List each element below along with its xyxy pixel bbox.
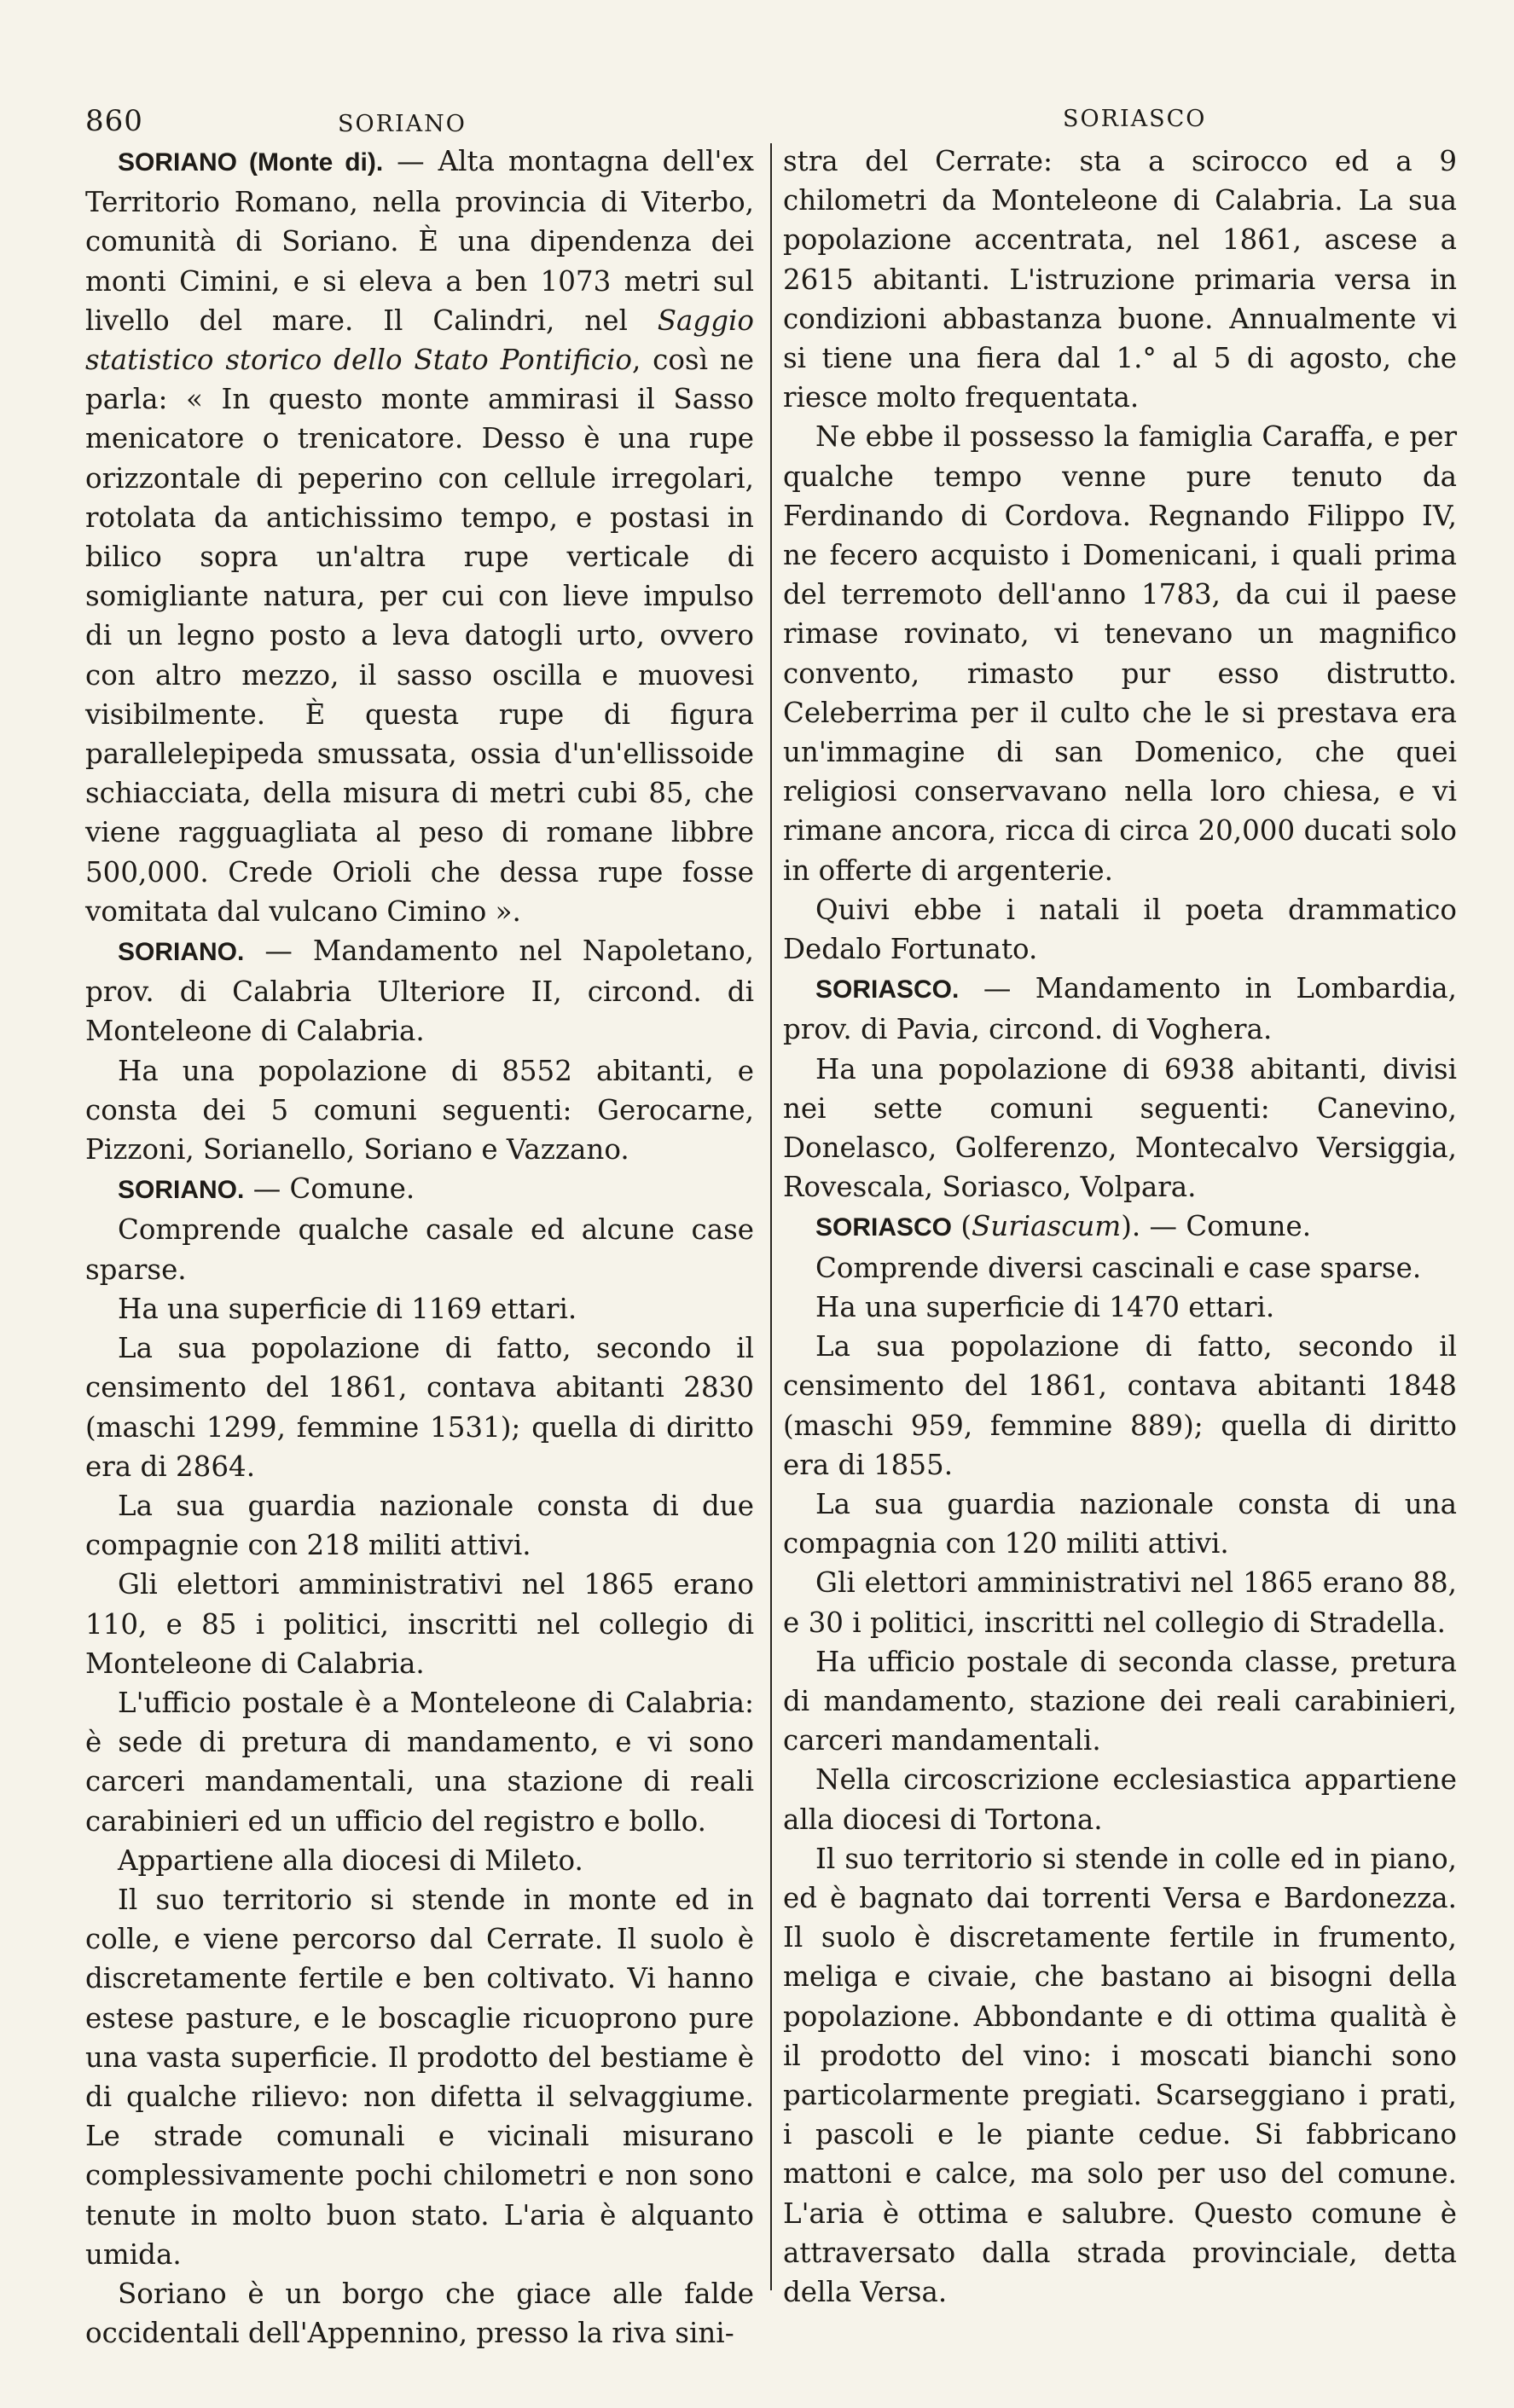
right-column	[783, 142, 1457, 2312]
paragraph: Soriano è un borgo che giace alle falde occidentali dell'Appennino, presso la riva sini-	[85, 2277, 754, 2350]
paragraph: Comprende qualche casale ed alcune case sparse.	[85, 1213, 754, 1286]
paragraph: La sua guardia nazionale consta di una compagnia con 120 militi attivi.	[783, 1487, 1457, 1560]
paragraph: Comprende diversi cascinali e case sparse.	[815, 1251, 1422, 1284]
paragraph: L'ufficio postale è a Monteleone di Calabria: è sede di pretura di mandamento, e vi sono carceri mandamentali, una stazione di reali carabinieri ed un ufficio del registro e bollo.	[85, 1686, 754, 1838]
paragraph: Ha ufficio postale di seconda classe, pretura di mandamento, stazione dei reali carabinieri, carceri mandamentali.	[783, 1645, 1457, 1757]
paragraph: Ha una superficie di 1169 ettari.	[118, 1292, 577, 1325]
paragraph-continued: stra del Cerrate: sta a scirocco ed a 9 chilometri da Monteleone di Calabria. La sua popolazione accentrata, nel 1861, ascese a 2615 abitanti. L'istruzione primaria versa in condizioni abbastanza buone. Annualmente vi si tiene una fiera dal 1.° al 5 di agosto, che riesce molto frequentata.	[783, 145, 1457, 414]
entry-text: — Comune.	[244, 1172, 415, 1206]
paragraph: Ha una superficie di 1470 ettari.	[815, 1290, 1275, 1323]
headword: SORIASCO.	[815, 975, 960, 1004]
paragraph: Gli elettori amministrativi nel 1865 erano 88, e 30 i politici, inscritti nel collegio di Stradella.	[783, 1566, 1457, 1639]
headword: SORIANO.	[118, 938, 245, 967]
paragraph: Il suo territorio si stende in colle ed in piano, ed è bagnato dai torrenti Versa e Bardonezza. Il suolo è discretamente fertile in frumento, meliga e civaie, che bastano ai bisogni della popolazione. Abbondante e di ottima qualità è il prodotto del vino: i moscati bianchi sono particolarmente pregiati. Scarseggiano i prati, i pascoli e le piante cedue. Si fabbricano mattoni e calce, ma solo per uso del comune. L'aria è ottima e salubre. Questo comune è attraversato dalla strada provinciale, detta della Versa.	[783, 1842, 1457, 2308]
entry-text: — Comune.	[1140, 1210, 1312, 1243]
entry-text: — Mandamento in Lombardia, prov. di Pavia, circond. di Voghera.	[783, 972, 1457, 1046]
book-title: Saggio statistico storico dello Stato Pontificio	[85, 304, 754, 377]
entry-text: , così ne parla: « In questo monte ammirasi il Sasso menicatore o trenicatore. Desso è una rupe orizzontale di peperino con cellule irregolari, rotolata da antichissimo tempo, e postasi in bilico sopra un'altra rupe verticale di somigliante natura, per cui con lieve impulso di un legno posto a leva datogli urto, ovvero con altro mezzo, il sasso oscilla e muovesi visibilmente. È questa rupe di figura parallelepipeda smussata, ossia d'un'ellissoide schiacciata, della misura di metri cubi 85, che viene ragguagliata al peso di romane libbre 500,000. Crede Orioli che dessa rupe fosse vomitata dal vulcano Cimino ».	[85, 344, 754, 928]
headword: SORIANO (Monte di).	[118, 148, 384, 177]
entry-soriasco-mandamento	[783, 969, 1457, 1049]
paragraph: Ha una popolazione di 6938 abitanti, divisi nei sette comuni seguenti: Canevino, Donelasco, Golferenzo, Montecalvo Versiggia, Rovescala, Soriasco, Volpara.	[783, 1052, 1457, 1204]
entry-soriasco-comune: SORIASCO (Suriascum). — Comune.	[815, 1210, 1312, 1243]
paragraph: La sua popolazione di fatto, secondo il censimento del 1861, contava abitanti 1848 (maschi 959, femmine 889); quella di diritto era di 1855.	[783, 1330, 1457, 1481]
paragraph: La sua guardia nazionale consta di due compagnie con 218 militi attivi.	[85, 1489, 754, 1562]
paragraph: Ne ebbe il possesso la famiglia Caraffa, e per qualche tempo venne pure tenuto da Ferdinando di Cordova. Regnando Filippo IV, ne fecero acquisto i Domenicani, i quali prima del terremoto dell'anno 1783, da cui il paese rimase rovinato, vi tenevano un magnifico convento, rimasto pur esso distrutto. Celeberrima per il culto che le si prestava era un'immagine di san Domenico, che quei religiosi conservavano nella loro chiesa, e vi rimane ancora, ricca di circa 20,000 ducati solo in offerte di argenterie.	[783, 420, 1457, 887]
paragraph: Appartiene alla diocesi di Mileto.	[118, 1844, 583, 1877]
entry-text: — Mandamento nel Napoletano, prov. di Calabria Ulteriore II, circond. di Monteleone di Calabria.	[85, 935, 754, 1048]
entry-soriano-comune	[85, 1169, 754, 1210]
paragraph: Quivi ebbe i natali il poeta drammatico Dedalo Fortunato.	[783, 893, 1457, 966]
entry-text: — Alta montagna dell'ex Territorio Romano, nella provincia di Viterbo, comunità di Soriano. È una dipendenza dei monti Cimini, e si eleva a ben 1073 metri sul livello del mare. Il Calindri, nel	[85, 145, 754, 337]
latin-name: Suriascum	[972, 1210, 1122, 1243]
paragraph: Il suo territorio si stende in monte ed in colle, e viene percorso dal Cerrate. Il suolo è discretamente fertile e ben coltivato. Vi hanno estese pasture, e le boscaglie ricuoprono pure una vasta superficie. Il prodotto del bestiame è di qualche rilievo: non difetta il selvaggiume. Le strade comunali e vicinali misurano complessivamente pochi chilometri e non sono tenute in molto buon stato. L'aria è alquanto umida.	[85, 1883, 754, 2271]
paragraph: Gli elettori amministrativi nel 1865 erano 110, e 85 i politici, inscritti nel collegio di Monteleone di Calabria.	[85, 1568, 754, 1680]
running-head-right: SORIASCO	[1063, 106, 1207, 132]
entry-soriano-monte	[85, 142, 754, 931]
paragraph: Nella circoscrizione ecclesiastica appartiene alla diocesi di Tortona.	[783, 1763, 1457, 1836]
paragraph: Ha una popolazione di 8552 abitanti, e consta dei 5 comuni seguenti: Gerocarne, Pizzoni, Sorianello, Soriano e Vazzano.	[85, 1054, 754, 1166]
column-divider	[770, 143, 772, 2290]
headword: SORIASCO	[815, 1213, 953, 1242]
page-number: 860	[85, 104, 143, 138]
left-column	[85, 142, 754, 2353]
paragraph: La sua popolazione di fatto, secondo il censimento del 1861, contava abitanti 2830 (maschi 1299, femmine 1531); quella di diritto era di 2864.	[85, 1332, 754, 1483]
entry-soriano-mandamento	[85, 931, 754, 1051]
headword: SORIANO.	[118, 1176, 245, 1205]
running-head-left: SORIANO	[338, 111, 467, 137]
